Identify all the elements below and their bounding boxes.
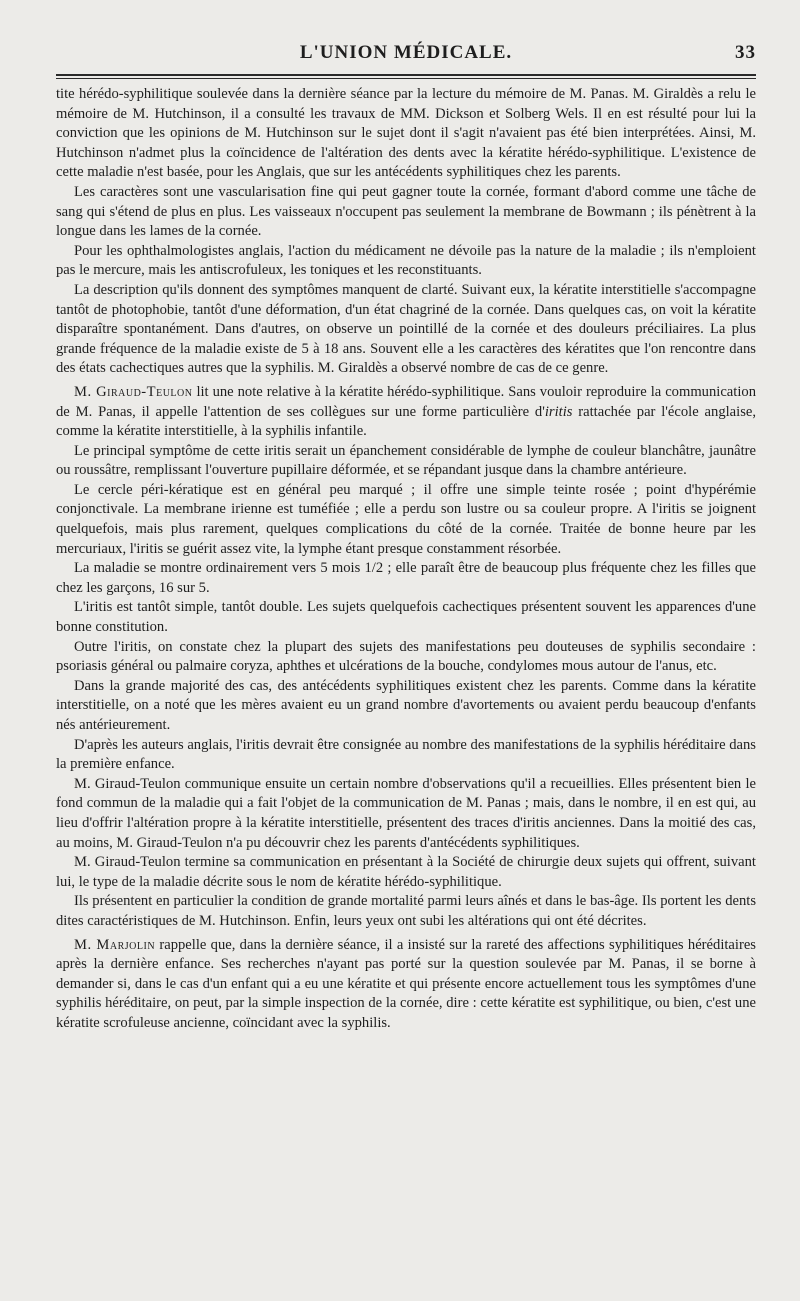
paragraph: L'iritis est tantôt simple, tantôt double. Les sujets quelquefois cachectiques présentent souvent les apparences d'une bonne constitution. bbox=[56, 599, 756, 636]
paragraph: La maladie se montre ordinairement vers 5 mois 1/2 ; elle paraît être de beaucoup plus fréquente chez les filles que chez les garçons, 16 sur 5. bbox=[56, 560, 756, 596]
paragraph: Pour les ophthalmologistes anglais, l'action du médicament ne dévoile pas la nature de la maladie ; ils n'emploient pas le mercure, mais les antiscrofuleux, les toniques et les reconstituants. bbox=[56, 242, 756, 279]
journal-title: L'UNION MÉDICALE. bbox=[299, 42, 513, 63]
paragraph bbox=[56, 936, 756, 1034]
paragraph: M. Giraud-Teulon communique ensuite un certain nombre d'observations qu'il a recueillies. Elles présentent bien le fond commun de la maladie qui a fait l'objet de la communication de M. Panas ; mais, dans le nombre, il en est qui, au lieu d'offrir l'altération propre à la kératite interstitielle, présentent des traces d'iritis anciennes. Dans la moitié des cas, au moins, M. Giraud-Teulon n'a pu découvrir chez les parents d'antécédents syphilitiques. bbox=[56, 775, 756, 851]
paragraph: tite hérédo-syphilitique soulevée dans la dernière séance par la lecture du mémoire de M. Panas. M. Giraldès a relu le mémoire de M. Hutchinson, il a consulté les travaux de MM. Dickson et Solberg Wels. Il en est résulté pour lui la conviction que les opinions de M. Hutchinson sur le sujet dont il s'agit n'avaient pas été bien interprétées. Ainsi, M. Hutchinson n'admet plus la coïncidence de l'altération des dents avec la kératite hérédo-syphilitique. L'existence de cette maladie n'est basée, pour les Anglais, que sur les antécédents syphilitiques chez les parents. bbox=[56, 86, 756, 181]
paragraph: Ils présentent en particulier la condition de grande mortalité parmi leurs aînés et dans le bas-âge. Ils portent les dents dites caractéristiques de M. Hutchinson. Enfin, leurs yeux ont subi les altérations qui ont été décrites. bbox=[56, 893, 756, 929]
paragraph: Dans la grande majorité des cas, des antécédents syphilitiques existent chez les parents. Comme dans la kératite interstitielle, on a noté que les mères avaient eu un grand nombre d'avortements ou avaient perdu beaucoup d'enfants nés antérieurement. bbox=[56, 677, 756, 733]
paragraph: Outre l'iritis, on constate chez la plupart des sujets des manifestations peu douteuses de syphilis secondaire : psoriasis général ou palmaire coryza, aphthes et ulcérations de la bouche, condylomes mous autour de l'anus, etc. bbox=[56, 638, 756, 675]
article-body bbox=[56, 85, 756, 1034]
header-rule bbox=[56, 74, 756, 79]
paragraph: Les caractères sont une vascularisation fine qui peut gagner toute la cornée, formant d'abord comme une tâche de sang qui s'étend de plus en plus. Les vaisseaux n'occupent pas seulement la membrane de Bowmann ; ils pénètrent à la longue dans les lames de la cornée. bbox=[56, 183, 756, 240]
paragraph: La description qu'ils donnent des symptômes manquent de clarté. Suivant eux, la kératite interstitielle s'accompagne tantôt de photophobie, tantôt d'une déformation, d'un état chagriné de la cornée. Dans quelques cas, on voit la kératite disparaître spontanément. Dans d'autres, on observe un pointillé de la cornée et des douleurs préciliaires. La plus grande fréquence de la maladie existe de 5 à 18 ans. Souvent elle a les caractères des kératites que l'on rencontre dans des états cachectiques autres que la syphilis. M. Giraldès a observé nombre de cas de ce genre. bbox=[56, 281, 756, 377]
paragraph bbox=[56, 383, 756, 442]
speaker-name: M. Giraud-Teulon bbox=[74, 383, 193, 400]
running-header bbox=[56, 38, 756, 68]
paragraph-text: lit une note relative à la kératite hérédo-syphilitique. Sans vouloir reproduire la communication de M. Panas, il appelle l'attention de ses collègues sur une forme particulière d' bbox=[56, 383, 756, 420]
paragraph-text: rappelle que, dans la dernière séance, il a insisté sur la rareté des affections syphilitiques héréditaires après la dernière enfance. Ses recherches n'ayant pas porté sur la question soulevée par M. Panas, il se borne à demander si, dans le cas d'un enfant qui a eu une kératite et qui présente encore actuellement tous les symptômes d'une syphilis héréditaire, on peut, par la simple inspection de la cornée, dire : cette kératite est syphilitique, ou bien, c'est une kératite scrofuleuse ancienne, coïncidant avec la syphilis. bbox=[56, 936, 756, 1031]
paragraph: Le principal symptôme de cette iritis serait un épanchement considérable de lymphe de couleur blanchâtre, jaunâtre ou roussâtre, remplissant l'ouverture pupillaire déformée, et se répandant jusque dans la chambre antérieure. bbox=[56, 442, 756, 479]
paragraph: Le cercle péri-kératique est en général peu marqué ; il offre une simple teinte rosée ; point d'hypérémie conjonctivale. La membrane irienne est tuméfiée ; elle a perdu son lustre ou sa couleur propre. A l'iritis se joignent quelquefois, mais plus rarement, quelques complications du côté de la cornée. Traitée de bonne heure par les mercuriaux, l'iritis se guérit assez vite, la lymphe étant presque constamment résorbée. bbox=[56, 481, 756, 557]
italic-term: iritis bbox=[544, 403, 573, 420]
paragraph-text: rattachée par l'école anglaise, comme la kératite interstitielle, à la syphilis infantile. bbox=[56, 403, 757, 440]
speaker-name: M. Marjolin bbox=[74, 936, 156, 953]
paragraph: M. Giraud-Teulon termine sa communication en présentant à la Société de chirurgie deux sujets qui offrent, suivant lui, le type de la maladie décrite sous le nom de kératite hérédo-syphilitique. bbox=[56, 854, 756, 890]
paragraph: D'après les auteurs anglais, l'iritis devrait être consignée au nombre des manifestations de la syphilis héréditaire dans la première enfance. bbox=[56, 736, 756, 773]
page-number: 33 bbox=[735, 42, 756, 63]
